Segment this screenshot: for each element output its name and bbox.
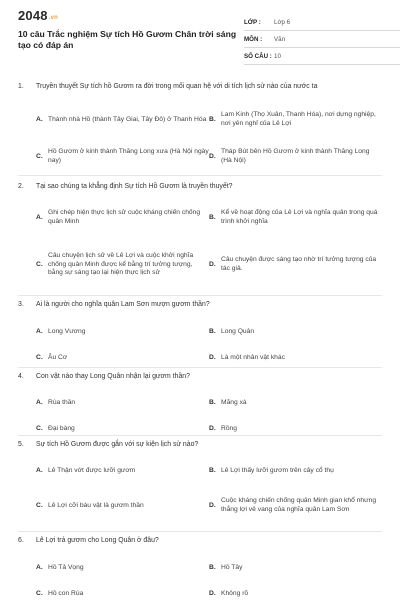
option-letter: B.	[209, 466, 216, 474]
count-value: 10	[274, 52, 281, 60]
class-value: Lớp 6	[274, 18, 291, 26]
question-number: 6.	[18, 537, 24, 544]
option-d[interactable]	[209, 484, 382, 528]
option-c[interactable]	[36, 581, 209, 600]
info-row-class	[244, 14, 400, 31]
page-title: 10 câu Trắc nghiệm Sự tích Hồ Gươm Chân trời sáng tạo có đáp án	[18, 29, 237, 50]
question-body: Con vật nào thay Long Quân nhận lại gươm thần?	[36, 373, 190, 380]
option-c[interactable]	[36, 345, 209, 371]
option-letter: A.	[36, 115, 43, 123]
option-a[interactable]	[36, 555, 209, 581]
question-text	[18, 82, 382, 91]
question-6	[18, 532, 382, 600]
option-b[interactable]	[209, 102, 382, 138]
question-4	[18, 368, 382, 436]
option-text: Lê Thận vớt được lưỡi gươm	[48, 466, 136, 474]
question-body: Ai là người cho nghĩa quân Lam Sơn mượn gươm thần?	[36, 301, 210, 308]
page-header	[18, 0, 382, 66]
option-letter: A.	[36, 398, 43, 406]
subject-label: MÔN :	[244, 35, 263, 43]
option-text: Long Quân	[221, 327, 255, 335]
question-text	[18, 300, 382, 309]
question-text	[18, 372, 382, 381]
option-letter: D.	[209, 424, 216, 432]
question-list	[18, 76, 382, 600]
option-text: Đại bàng	[48, 424, 75, 432]
logo-text: 2048	[18, 8, 48, 23]
option-text: Câu chuyện lịch sử về Lê Lợi và cuộc khởi nghĩa chống quân Minh được kể bằng trí tưởng tượng, bằng sự sáng tạo lại hiện thực lịch sử	[48, 252, 194, 277]
question-5	[18, 436, 382, 532]
question-number: 3.	[18, 301, 24, 308]
option-text: Câu chuyện được sáng tạo nhờ trí tưởng tượng của tác giả.	[221, 256, 377, 272]
option-letter: C.	[36, 424, 43, 432]
option-text: Là một nhân vật khác	[221, 353, 285, 361]
option-a[interactable]	[36, 319, 209, 345]
quiz-info-panel	[244, 14, 400, 65]
option-text: Âu Cơ	[48, 353, 68, 361]
option-text: Hồ con Rùa	[48, 589, 84, 597]
info-row-subject	[244, 31, 400, 48]
option-a[interactable]	[36, 201, 209, 235]
option-c[interactable]	[36, 235, 209, 295]
option-list	[18, 555, 382, 600]
question-number: 1.	[18, 83, 24, 90]
option-letter: D.	[209, 353, 216, 361]
option-d[interactable]	[209, 235, 382, 295]
option-c[interactable]	[36, 484, 209, 528]
class-label: LỚP :	[244, 18, 261, 26]
question-1	[18, 76, 382, 176]
question-body: Truyền thuyết Sự tích hồ Gươm ra đời trong mối quan hệ với di tích lịch sử nào của nước ta	[36, 83, 318, 90]
option-text: Long Vương	[48, 327, 86, 335]
option-a[interactable]	[36, 458, 209, 484]
question-body: Lê Lợi trả gươm cho Long Quân ở đâu?	[36, 537, 159, 544]
option-letter: D.	[209, 501, 216, 509]
option-text: Rồng	[221, 424, 237, 432]
option-d[interactable]	[209, 416, 382, 442]
option-letter: A.	[36, 213, 43, 221]
option-letter: B.	[209, 327, 216, 335]
option-a[interactable]	[36, 102, 209, 138]
option-letter: D.	[209, 260, 216, 268]
option-letter: D.	[209, 589, 216, 597]
question-number: 5.	[18, 441, 24, 448]
option-text: Lam Kinh (Thọ Xuân, Thanh Hóa), nơi dựng nghiệp, nơi yên nghỉ của Lê Lợi	[221, 111, 376, 127]
option-b[interactable]	[209, 390, 382, 416]
option-letter: D.	[209, 152, 216, 160]
count-label: SỐ CÂU :	[244, 52, 272, 60]
logo-suffix: .vn	[48, 15, 59, 21]
option-list	[18, 390, 382, 442]
option-text: Rùa thần	[48, 398, 76, 406]
info-row-count	[244, 48, 400, 65]
option-list	[18, 102, 382, 176]
option-letter: B.	[209, 563, 216, 571]
option-letter: C.	[36, 589, 43, 597]
option-letter: C.	[36, 501, 43, 509]
option-d[interactable]	[209, 345, 382, 371]
option-text: Hồ Tây	[221, 563, 243, 571]
question-3	[18, 296, 382, 368]
option-letter: A.	[36, 327, 43, 335]
option-letter: A.	[36, 466, 43, 474]
option-text: Hồ Tả Vọng	[48, 563, 84, 571]
option-d[interactable]	[209, 138, 382, 176]
subject-value: Văn	[274, 35, 286, 43]
option-text: Lê Lợi thấy lưỡi gươm trên cây cổ thụ	[221, 466, 334, 474]
option-letter: B.	[209, 398, 216, 406]
option-letter: C.	[36, 152, 43, 160]
option-text: Lê Lợi cỡi báu vật là gươm thần	[48, 501, 144, 509]
option-a[interactable]	[36, 390, 209, 416]
option-list	[18, 319, 382, 371]
site-logo[interactable]	[18, 8, 58, 23]
option-text: Thành nhà Hồ (thành Tây Giai, Tây Đô) ở Thanh Hóa	[48, 115, 207, 123]
option-b[interactable]	[209, 555, 382, 581]
question-text	[18, 182, 382, 191]
option-b[interactable]	[209, 458, 382, 484]
option-letter: B.	[209, 115, 216, 123]
option-b[interactable]	[209, 319, 382, 345]
option-text: Mãng xà	[221, 398, 247, 406]
option-letter: C.	[36, 353, 43, 361]
option-text: Cuộc kháng chiến chống quân Minh gian khổ nhưng thắng lợi vẻ vang của nghĩa quân Lam Sơn	[221, 497, 377, 513]
option-text: Không rõ	[221, 589, 249, 597]
question-text	[18, 536, 382, 545]
option-b[interactable]	[209, 201, 382, 235]
option-list	[18, 201, 382, 295]
option-text: Ghi chép hiện thực lịch sử cuộc kháng chiến chống quân Minh	[48, 209, 201, 225]
option-letter: A.	[36, 563, 43, 571]
option-letter: C.	[36, 260, 43, 268]
option-d[interactable]	[209, 581, 382, 600]
option-list	[18, 458, 382, 528]
option-text: Hồ Gươm ở kinh thành Thăng Long xưa (Hà Nội ngày nay)	[48, 148, 209, 164]
option-letter: B.	[209, 213, 216, 221]
question-2	[18, 176, 382, 296]
option-c[interactable]	[36, 416, 209, 442]
question-body: Tại sao chúng ta khẳng định Sự tích Hồ Gươm là truyền thuyết?	[36, 183, 233, 190]
question-number: 4.	[18, 373, 24, 380]
option-text: Tháp Bút bên Hồ Gươm ở kinh thành Thăng Long (Hà Nội)	[221, 148, 370, 164]
question-body: Sự tích Hồ Gươm được gắn với sự kiện lịch sử nào?	[36, 441, 199, 448]
question-number: 2.	[18, 183, 24, 190]
option-text: Kể về hoạt động của Lê Lợi và nghĩa quân trong quá trình khởi nghĩa	[221, 209, 378, 225]
option-c[interactable]	[36, 138, 209, 176]
